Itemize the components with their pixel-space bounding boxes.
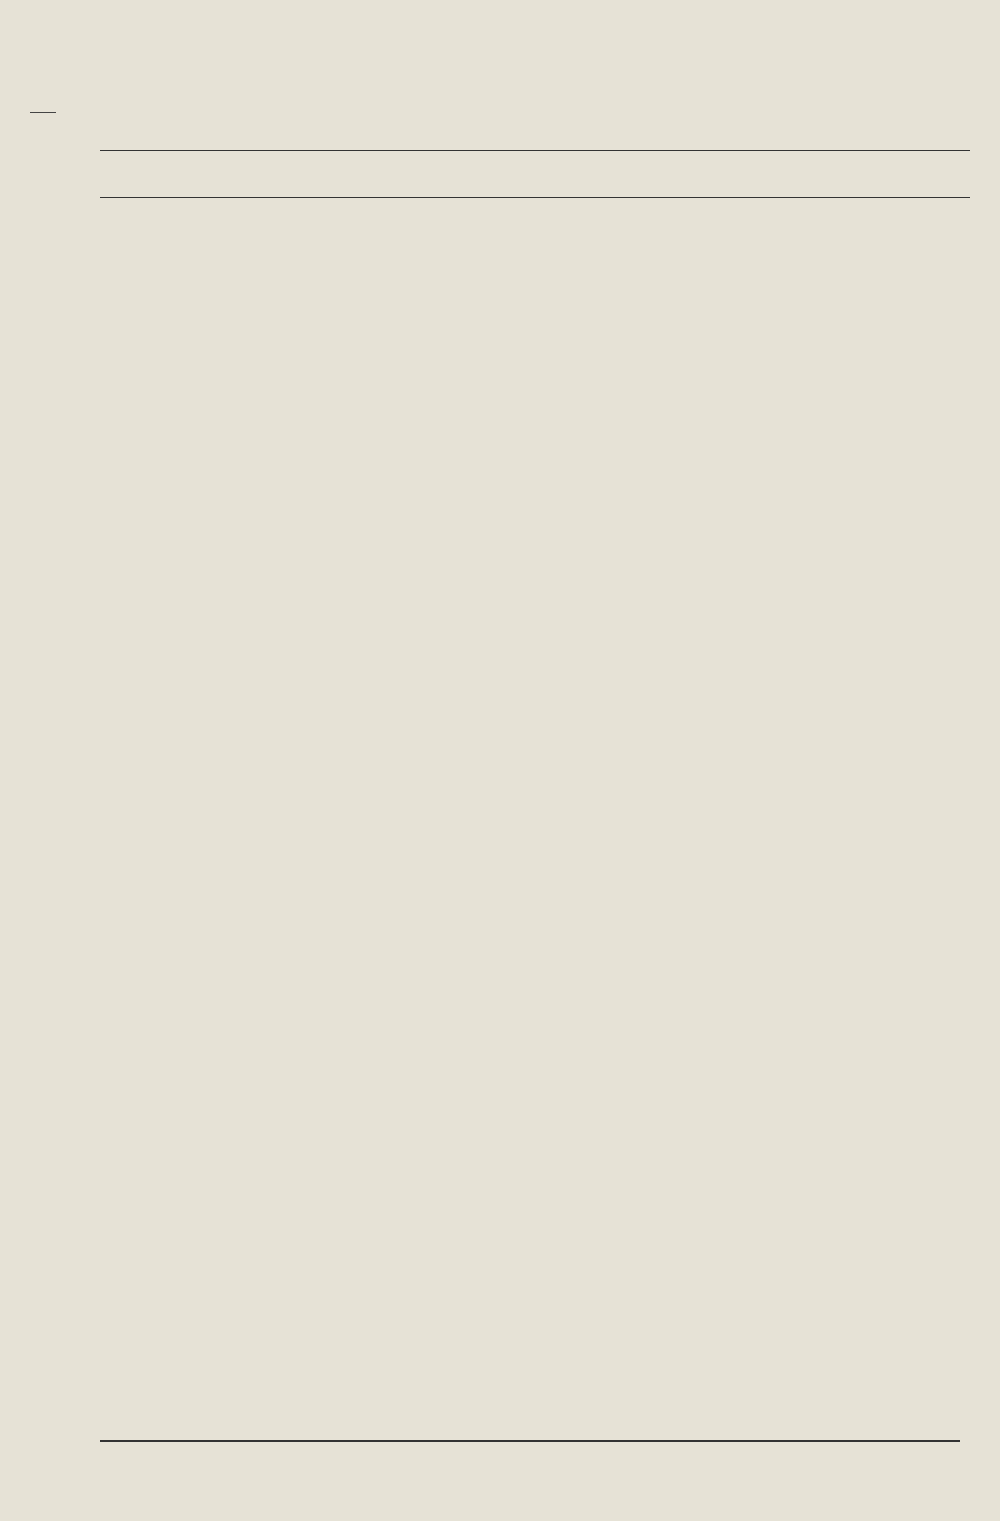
page-title <box>100 93 958 115</box>
section-heading <box>100 151 970 198</box>
price-table <box>100 150 970 198</box>
price-table-container <box>100 150 970 198</box>
appendix-underline <box>30 112 56 113</box>
bottom-rule <box>100 1440 960 1442</box>
